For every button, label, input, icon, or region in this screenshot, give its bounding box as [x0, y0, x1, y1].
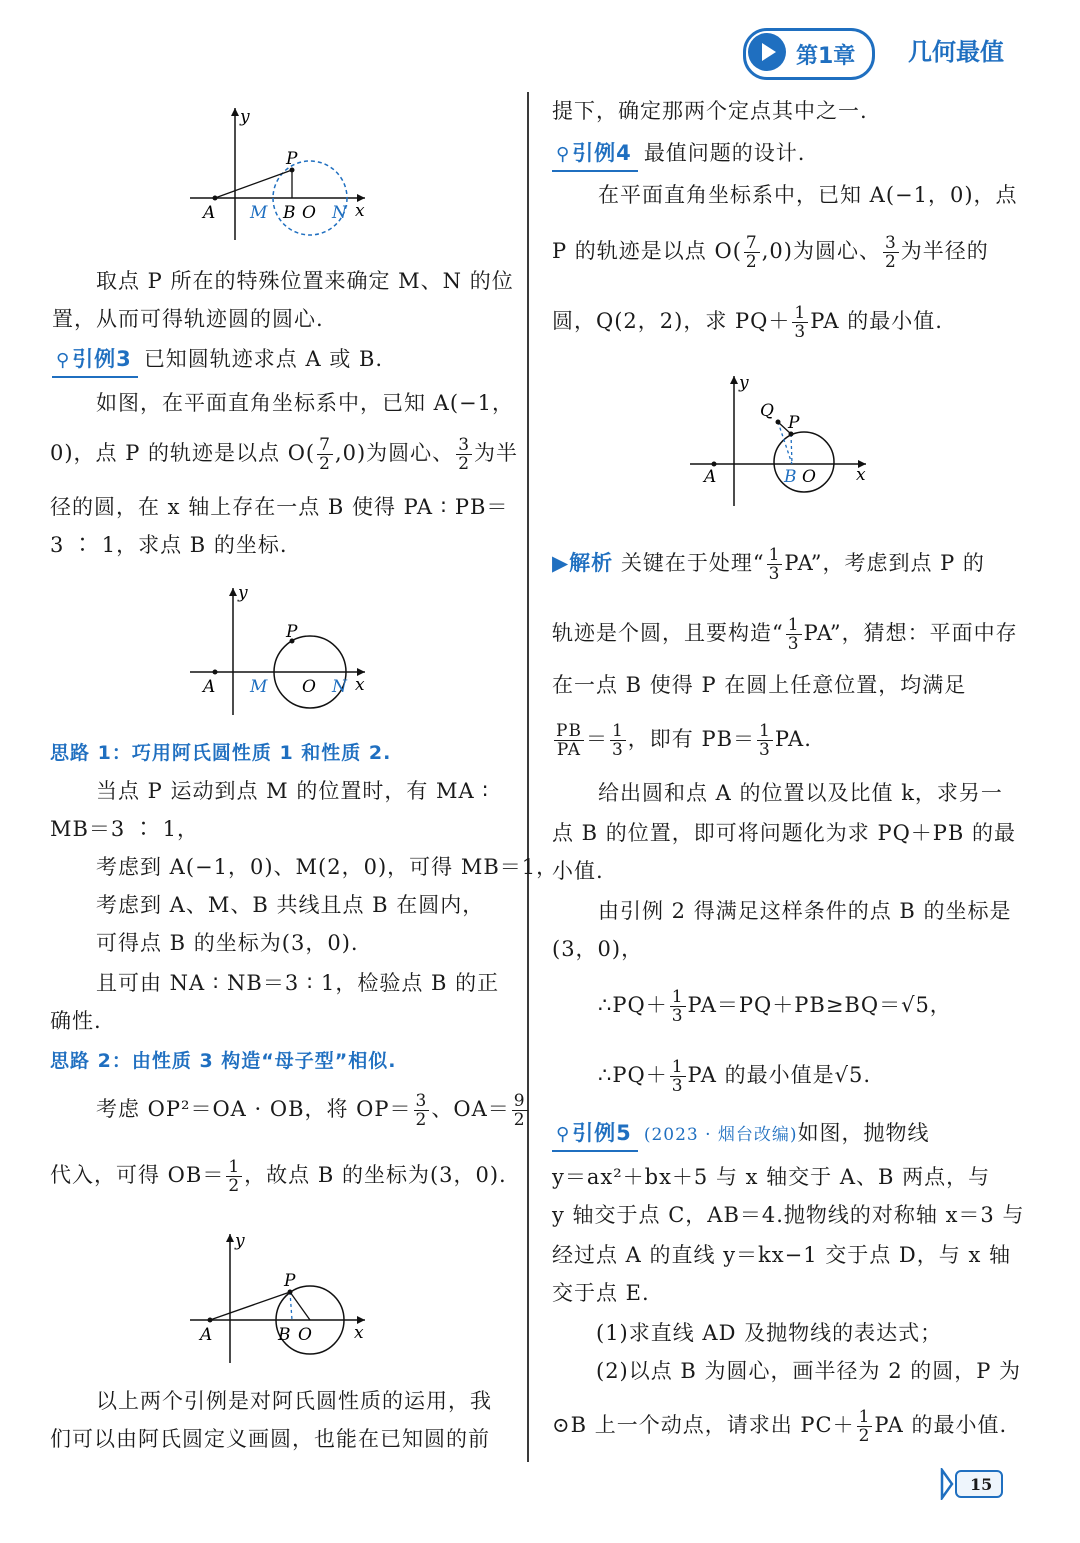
- text-line: 代入，可得 OB＝ $\frac{1}{2}$ ，故点 B 的坐标为(3，0).: [50, 1157, 507, 1196]
- play-icon: ▶: [552, 551, 570, 575]
- idea-1-heading: 思路 1：巧用阿氏圆性质 1 和性质 2.: [50, 742, 392, 764]
- column-divider: [527, 92, 529, 1462]
- fraction: $\frac{1}{3}$: [671, 987, 684, 1026]
- example-5-heading: ⚲引例5 (2023 · 烟台改编)如图，抛物线: [552, 1118, 930, 1152]
- fraction: $\frac{3}{2}$: [458, 435, 471, 474]
- magnifier-icon: ⚲: [556, 1124, 571, 1145]
- magnifier-icon: ⚲: [556, 144, 571, 165]
- fraction: $\frac{1}{2}$: [228, 1157, 241, 1196]
- example-tag: ⚲引例4: [552, 138, 638, 172]
- text-line: 在平面直角坐标系中，已知 A(−1，0)，点: [598, 183, 1018, 207]
- fig3-A: A: [200, 1325, 213, 1345]
- fig2-M: M: [250, 677, 268, 697]
- chapter-label: 第1章: [796, 44, 856, 69]
- fig4-B: B: [784, 467, 797, 487]
- fraction: $\frac{1}{3}$: [794, 303, 807, 342]
- fraction: $\frac{1}{3}$: [759, 721, 771, 760]
- text-line: $\frac{PB}{PA}$ ＝ $\frac{1}{3}$ ，即有 PB＝ $\frac{1}{3}$ PA.: [556, 721, 812, 760]
- text-line: 置，从而可得轨迹圆的圆心.: [52, 307, 324, 331]
- fraction: $\frac{1}{3}$: [787, 615, 800, 654]
- text-line: 们可以由阿氏圆定义画圆，也能在已知圆的前: [50, 1427, 490, 1451]
- fig3-P: P: [284, 1271, 296, 1291]
- example-tag: ⚲引例5: [552, 1118, 638, 1152]
- fraction: $\frac{7}{2}$: [319, 435, 331, 474]
- figure-4: [688, 370, 888, 510]
- page-number-badge: [940, 1468, 1004, 1500]
- text-line: ∴PQ＋ $\frac{1}{3}$ PA＝PQ＋PB≥BQ＝√5，: [598, 987, 952, 1026]
- fig4-x: x: [856, 465, 866, 485]
- fraction: $\frac{1}{3}$: [611, 721, 624, 760]
- text-line: 0)，点 P 的轨迹是以点 O( $\frac{7}{2}$ ,0)为圆心、 $\frac{3}{2}$ 为半: [50, 435, 519, 474]
- fig2-x: x: [355, 675, 365, 695]
- text-line: 在一点 B 使得 P 在圆上任意位置，均满足: [552, 673, 967, 697]
- fig2-A: A: [203, 677, 216, 697]
- text-line: (1)求直线 AD 及抛物线的表达式；: [596, 1321, 943, 1345]
- fraction: $\frac{1}{2}$: [858, 1407, 871, 1446]
- text-line: 由引例 2 得满足这样条件的点 B 的坐标是: [598, 899, 1012, 923]
- solution-tag: ▶解析: [552, 551, 614, 575]
- fig4-P: P: [788, 413, 800, 433]
- text-line: (3，0)，: [552, 937, 644, 961]
- fig1-P: P: [286, 149, 298, 169]
- text-line: 且可由 NA ∶ NB＝3 ∶ 1，检验点 B 的正: [96, 971, 500, 995]
- text-line: 经过点 A 的直线 y＝kx−1 交于点 D，与 x 轴: [552, 1243, 1011, 1267]
- fig2-y: y: [238, 583, 248, 603]
- text-line: ⊙B 上一个动点，请求出 PC＋ $\frac{1}{2}$ PA 的最小值.: [552, 1407, 1008, 1446]
- text-line: 当点 P 运动到点 M 的位置时，有 MA ∶: [96, 779, 489, 803]
- fig1-A: A: [203, 203, 216, 223]
- text-line: ∴PQ＋ $\frac{1}{3}$ PA 的最小值是√5.: [598, 1057, 872, 1096]
- text-line: 3 ∶ 1，求点 B 的坐标.: [50, 533, 288, 557]
- play-icon: [748, 33, 786, 71]
- text-line: 可得点 B 的坐标为(3，0).: [96, 931, 359, 955]
- fig3-O: O: [298, 1325, 312, 1345]
- fig1-B: B: [283, 203, 296, 223]
- fig4-A: A: [704, 467, 717, 487]
- text-line: 如图，在平面直角坐标系中，已知 A(−1，: [96, 391, 514, 415]
- idea-2-heading: 思路 2：由性质 3 构造“母子型”相似.: [50, 1050, 397, 1072]
- text-line: 考虑 OP²＝OA · OB，将 OP＝ $\frac{3}{2}$ 、OA＝ $\frac{9}{2}$: [96, 1091, 526, 1130]
- example-tag: ⚲引例3: [52, 344, 138, 378]
- fig4-Q: Q: [760, 401, 774, 421]
- fig3-y: y: [235, 1231, 245, 1251]
- text-line: 给出圆和点 A 的位置以及比值 k，求另一: [598, 781, 1003, 805]
- magnifier-icon: ⚲: [56, 350, 71, 371]
- chapter-title: 几何最值: [908, 38, 1004, 66]
- fig1-N: N: [332, 203, 347, 223]
- figure-1: [180, 100, 380, 250]
- fig2-N: N: [332, 677, 347, 697]
- text-line: 交于点 E.: [552, 1281, 650, 1305]
- fig1-y: y: [240, 107, 250, 127]
- text-line: 轨迹是个圆，且要构造“ $\frac{1}{3}$ PA”，猜想：平面中存: [552, 615, 1018, 654]
- text-line: 点 B 的位置，即可将问题化为求 PQ＋PB 的最: [552, 821, 1017, 845]
- fig4-O: O: [802, 467, 816, 487]
- fig4-y: y: [739, 373, 749, 393]
- chapter-badge: [743, 28, 875, 80]
- fig3-x: x: [354, 1323, 364, 1343]
- fraction: $\frac{3}{2}$: [884, 233, 897, 272]
- text-line: P 的轨迹是以点 O( $\frac{7}{2}$ ,0)为圆心、 $\frac{3}{2}$ 为半径的: [552, 233, 989, 272]
- text-line: 考虑到 A、M、B 共线且点 B 在圆内，: [96, 893, 485, 917]
- fraction: $\frac{PB}{PA}$: [556, 721, 582, 760]
- text-line: 取点 P 所在的特殊位置来确定 M、N 的位: [96, 269, 514, 293]
- fig3-B: B: [278, 1325, 291, 1345]
- fig2-O: O: [302, 677, 316, 697]
- fraction: $\frac{9}{2}$: [513, 1091, 526, 1130]
- fraction: $\frac{7}{2}$: [745, 233, 758, 272]
- fig1-M: M: [250, 203, 268, 223]
- text-line: 径的圆，在 x 轴上存在一点 B 使得 PA ∶ PB＝: [50, 495, 509, 519]
- fraction: $\frac{1}{3}$: [671, 1057, 684, 1096]
- fig2-P: P: [286, 622, 298, 642]
- page-number: 15: [970, 1475, 993, 1494]
- fraction: $\frac{1}{3}$: [768, 545, 781, 584]
- text-line: 以上两个引例是对阿氏圆性质的运用，我: [96, 1389, 492, 1413]
- figure-3: [180, 1226, 380, 1366]
- example-3-heading: ⚲引例3 已知圆轨迹求点 A 或 B.: [52, 344, 383, 378]
- example-4-heading: ⚲引例4 最值问题的设计.: [552, 138, 806, 172]
- figure-2: [180, 580, 380, 720]
- solution-line: ▶解析 关键在于处理“ $\frac{1}{3}$ PA”，考虑到点 P 的: [552, 545, 985, 584]
- fig1-x: x: [355, 201, 365, 221]
- text-line: y 轴交于点 C，AB＝4.抛物线的对称轴 x＝3 与: [552, 1203, 1025, 1227]
- fraction: $\frac{3}{2}$: [415, 1091, 428, 1130]
- text-line: 提下，确定那两个定点其中之一.: [552, 99, 868, 123]
- text-line: 确性.: [50, 1009, 102, 1033]
- text-line: MB＝3 ∶ 1，: [50, 817, 200, 841]
- text-line: 圆，Q(2，2)，求 PQ＋ $\frac{1}{3}$ PA 的最小值.: [552, 303, 943, 342]
- text-line: 考虑到 A(−1，0)、M(2，0)，可得 MB＝1，: [96, 855, 559, 879]
- text-line: (2)以点 B 为圆心，画半径为 2 的圆，P 为: [596, 1359, 1022, 1383]
- text-line: 小值.: [552, 859, 604, 883]
- fig1-O: O: [302, 203, 316, 223]
- text-line: y＝ax²＋bx＋5 与 x 轴交于 A、B 两点，与: [552, 1165, 991, 1189]
